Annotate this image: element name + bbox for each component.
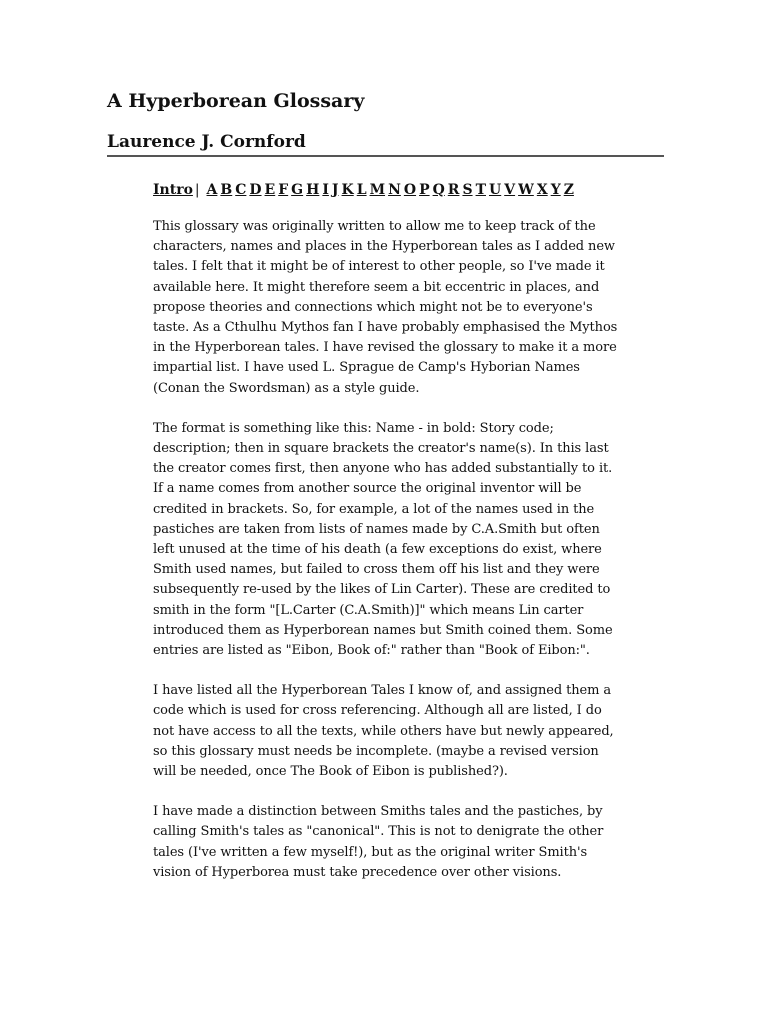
letter-link-e[interactable]: E	[264, 182, 276, 198]
letter-link-f[interactable]: F	[278, 182, 289, 198]
intro-paragraph-3: I have listed all the Hyperborean Tales I know of, and assigned them a code which is used for cross referencing. Although all are listed, I do not have access to all the texts, while others have but newly appeared, so this glossary must needs be incomplete. (maybe a revised version will be needed, once The Book of Eibon is published?).	[153, 683, 614, 780]
intro-paragraph-2: The format is something like this: Name - in bold: Story code; description; then in square brackets the creator's name(s). In this last the creator comes first, then anyone who has added substantially to it. If a name comes from another source the original inventor will be credited in brackets. So, for example, a lot of the names used in the pastiches are taken from lists of names made by C.A.Smith but often left unused at the time of his death (a few exceptions do exist, where Smith used names, but failed to cross them off his list and they were subsequently re-used by the likes of Lin Carter). These are credited to smith in the form "[L.Carter (C.A.Smith)]" which means Lin carter introduced them as Hyperborean names but Smith coined them. Some entries are listed as "Eibon, Book of:" rather than "Book of Eibon:".	[153, 420, 613, 659]
letter-link-x[interactable]: X	[536, 182, 548, 198]
nav-separator: |	[194, 182, 200, 198]
letter-link-a[interactable]: A	[206, 182, 218, 198]
letter-link-n[interactable]: N	[388, 182, 401, 198]
intro-link[interactable]: Intro	[153, 182, 193, 198]
letter-link-m[interactable]: M	[369, 182, 386, 198]
letter-link-s[interactable]: S	[462, 182, 473, 198]
letter-link-l[interactable]: L	[356, 182, 367, 198]
letter-link-o[interactable]: O	[403, 182, 417, 198]
alphabet-index-nav	[153, 180, 623, 200]
intro-paragraph-1: This glossary was originally written to allow me to keep track of the characters, names and places in the Hyperborean tales as I added new tales. I felt that it might be of interest to other people, so I've made it available here. It might therefore seem a bit eccentric in places, and propose theories and connections which might not be to everyone's taste. As a Cthulhu Mythos fan I have probably emphasised the Mythos in the Hyperborean tales. I have revised the glossary to make it a more impartial list. I have used L. Sprague de Camp's Hyborian Names (Conan the Swordsman) as a style guide.	[153, 219, 618, 396]
letter-link-v[interactable]: V	[504, 182, 516, 198]
letter-link-d[interactable]: D	[249, 182, 262, 198]
letter-link-j[interactable]: J	[331, 182, 339, 198]
letter-link-t[interactable]: T	[475, 182, 486, 198]
letter-link-z[interactable]: Z	[563, 182, 574, 198]
letter-link-y[interactable]: Y	[550, 182, 561, 198]
author-name: Laurence J. Cornford	[107, 132, 306, 152]
letter-link-u[interactable]: U	[488, 182, 502, 198]
main-content	[153, 180, 623, 903]
title-divider	[107, 155, 664, 157]
letter-link-r[interactable]: R	[447, 182, 460, 198]
letter-link-b[interactable]: B	[220, 182, 233, 198]
intro-paragraph-4: I have made a distinction between Smiths tales and the pastiches, by calling Smith's tales as "canonical". This is not to denigrate the other tales (I've written a few myself!), but as the original writer Smith's vision of Hyperborea must take precedence over other visions.	[153, 804, 604, 880]
letter-links	[207, 182, 577, 198]
letter-link-c[interactable]: C	[235, 182, 247, 198]
letter-link-p[interactable]: P	[419, 182, 430, 198]
page-title: A Hyperborean Glossary	[107, 90, 365, 112]
letter-link-i[interactable]: I	[322, 182, 329, 198]
letter-link-h[interactable]: H	[306, 182, 320, 198]
letter-link-k[interactable]: K	[341, 182, 354, 198]
letter-link-g[interactable]: G	[291, 182, 304, 198]
letter-link-q[interactable]: Q	[432, 182, 445, 198]
letter-link-w[interactable]: W	[518, 182, 534, 198]
